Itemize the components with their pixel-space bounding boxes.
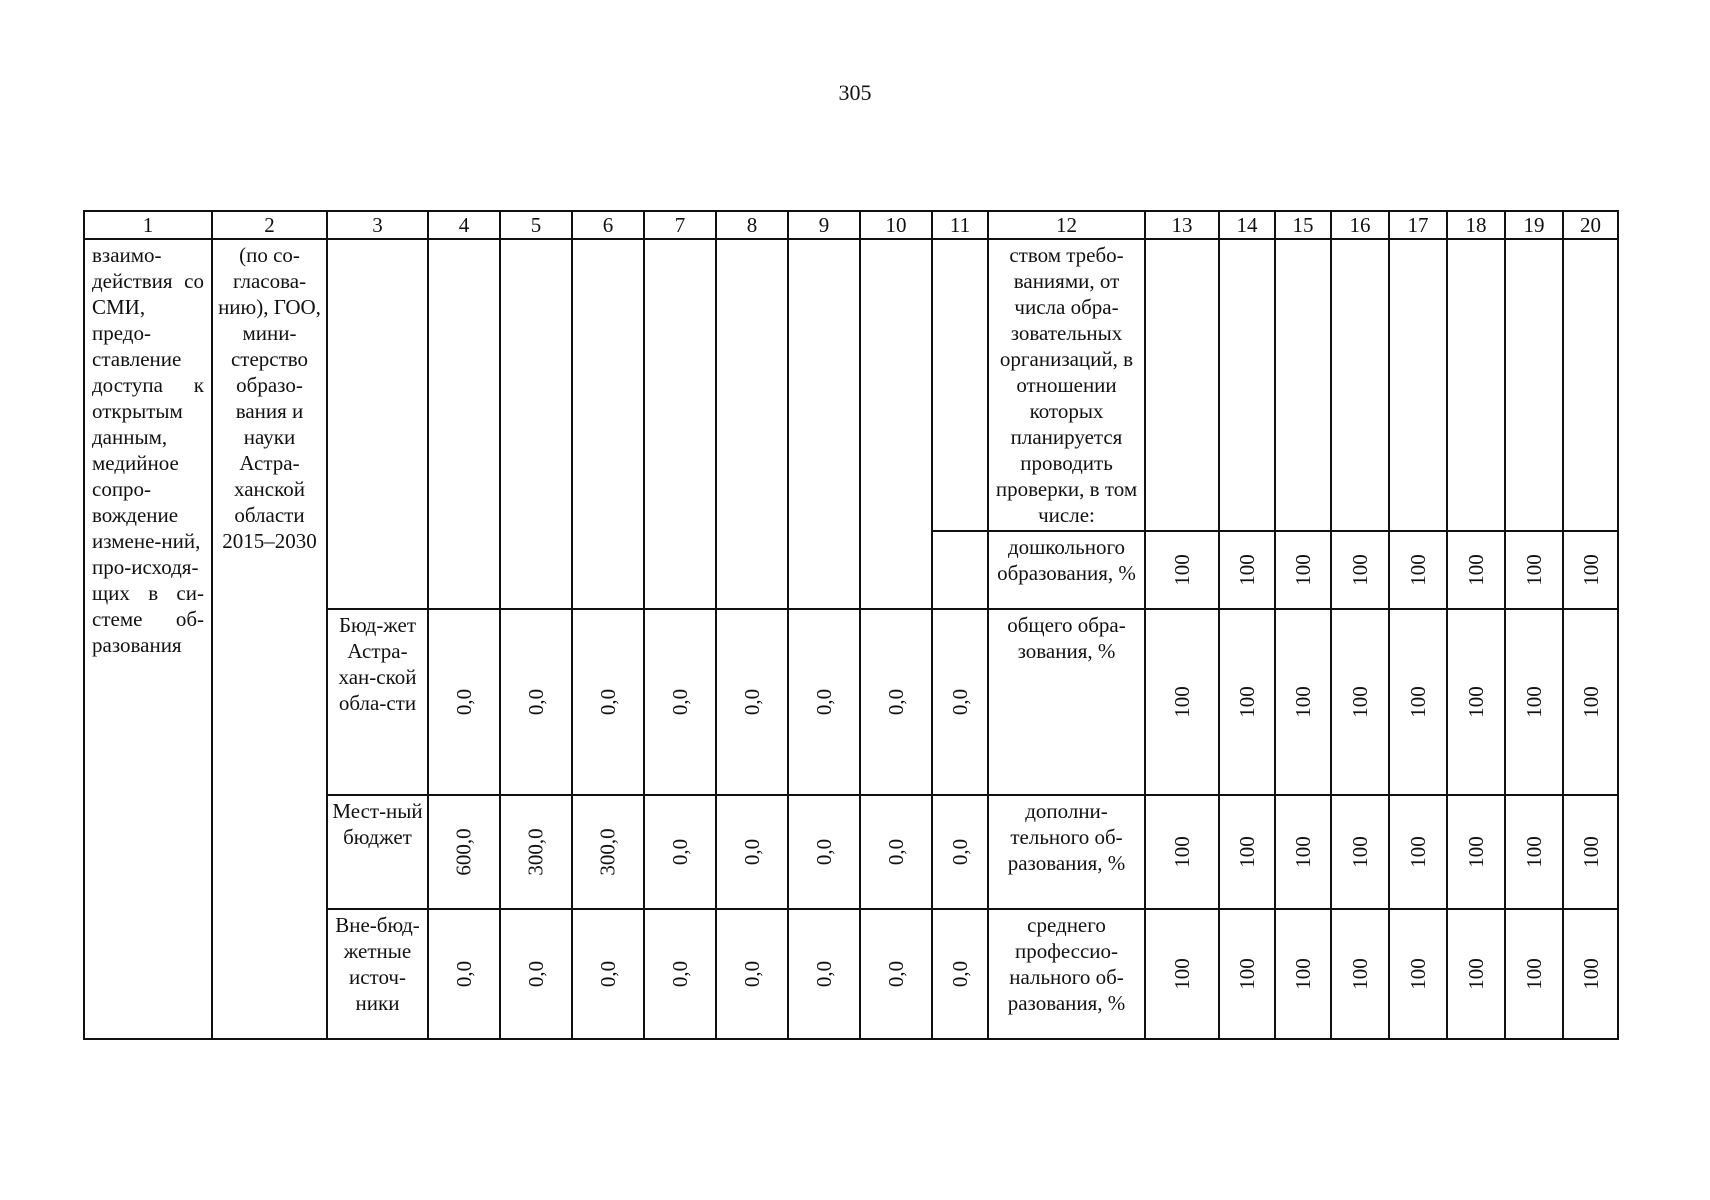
indicator-value: 100 [1406, 554, 1430, 586]
header-cell: 2 [212, 211, 327, 239]
header-cell: 16 [1331, 211, 1389, 239]
header-cell: 15 [1275, 211, 1331, 239]
indicator-value: 100 [1522, 958, 1546, 990]
indicator-label: дошкольного образования, % [988, 531, 1145, 609]
indicator-value: 100 [1522, 836, 1546, 868]
header-cell: 1 [84, 211, 212, 239]
indicator-value: 100 [1406, 958, 1430, 990]
header-cell: 9 [788, 211, 860, 239]
indicator-value: 100 [1170, 554, 1194, 586]
indicator-value: 100 [1348, 686, 1372, 718]
header-cell: 19 [1505, 211, 1563, 239]
page-number: 305 [838, 80, 872, 105]
funding-value: 0,0 [668, 838, 692, 866]
header-cell: 5 [500, 211, 572, 239]
empty-cell [1275, 239, 1331, 531]
empty-cell [428, 239, 500, 609]
funding-value: 0,0 [812, 838, 836, 866]
funding-value: 0,0 [668, 960, 692, 988]
empty-cell [644, 239, 716, 609]
header-cell: 20 [1563, 211, 1618, 239]
indicator-label: общего обра-зования, % [988, 609, 1145, 795]
empty-cell [500, 239, 572, 609]
indicator-value: 100 [1464, 958, 1488, 990]
empty-cell [1331, 239, 1389, 531]
funding-source: Мест-ный бюджет [327, 795, 428, 909]
funding-value: 0,0 [668, 688, 692, 716]
funding-value: 0,0 [452, 688, 476, 716]
executor-period: (по со-гласова-нию), ГОО, мини-стерство образо-вания и науки Астра-ханской области 2015–2030 [212, 239, 327, 1039]
indicator-value: 100 [1406, 686, 1430, 718]
indicator-intro: ством требо-ваниями, от числа обра-зовательных организаций, в отношении которых планируется проводить проверки, в том числе: [988, 239, 1145, 531]
indicator-value: 100 [1235, 686, 1259, 718]
funding-value: 0,0 [740, 838, 764, 866]
indicator-value: 100 [1578, 958, 1603, 990]
header-cell: 14 [1219, 211, 1275, 239]
header-cell: 7 [644, 211, 716, 239]
funding-source: Вне-бюд-жетные источ-ники [327, 909, 428, 1039]
funding-value: 0,0 [884, 960, 908, 988]
empty-cell [788, 239, 860, 609]
empty-cell [932, 531, 988, 609]
funding-value: 0,0 [740, 960, 764, 988]
header-cell: 3 [327, 211, 428, 239]
indicator-value: 100 [1170, 958, 1194, 990]
funding-value: 300,0 [524, 828, 548, 876]
indicator-value: 100 [1348, 958, 1372, 990]
empty-cell [572, 239, 644, 609]
funding-value: 0,0 [596, 960, 620, 988]
indicator-value: 100 [1291, 836, 1315, 868]
indicator-value: 100 [1291, 958, 1315, 990]
indicator-value: 100 [1170, 686, 1194, 718]
header-cell: 11 [932, 211, 988, 239]
indicator-value: 100 [1291, 686, 1315, 718]
indicator-value: 100 [1348, 836, 1372, 868]
indicator-value: 100 [1235, 958, 1259, 990]
program-table [83, 210, 1619, 1040]
funding-value: 0,0 [884, 838, 908, 866]
header-cell: 12 [988, 211, 1145, 239]
header-cell: 17 [1389, 211, 1447, 239]
indicator-value: 100 [1578, 554, 1603, 586]
funding-value: 0,0 [812, 960, 836, 988]
indicator-label: дополни-тельного об-разования, % [988, 795, 1145, 909]
empty-cell [932, 239, 988, 531]
funding-value: 0,0 [740, 688, 764, 716]
funding-value: 0,0 [596, 688, 620, 716]
header-cell: 4 [428, 211, 500, 239]
indicator-value: 100 [1578, 836, 1603, 868]
indicator-value: 100 [1170, 836, 1194, 868]
indicator-value: 100 [1235, 554, 1259, 586]
funding-source: Бюд-жет Астра-хан-ской обла-сти [327, 609, 428, 795]
empty-cell [1389, 239, 1447, 531]
indicator-value: 100 [1348, 554, 1372, 586]
empty-cell [1219, 239, 1275, 531]
funding-value: 0,0 [948, 838, 972, 866]
empty-cell [860, 239, 932, 609]
header-cell: 10 [860, 211, 932, 239]
header-row [84, 211, 1618, 239]
funding-value: 0,0 [524, 960, 548, 988]
indicator-value: 100 [1291, 554, 1315, 586]
header-cell: 13 [1145, 211, 1219, 239]
measure-description: взаимо-действия со СМИ, предо-ставление доступа к открытым данным, медийное сопро-вождение измене-ний, про-исходя-щих в си-стеме об-разования [84, 239, 212, 1039]
funding-value: 0,0 [452, 960, 476, 988]
funding-value: 0,0 [884, 688, 908, 716]
empty-cell [1447, 239, 1505, 531]
indicator-value: 100 [1522, 686, 1546, 718]
indicator-value: 100 [1464, 554, 1488, 586]
empty-cell [1505, 239, 1563, 531]
funding-value: 0,0 [524, 688, 548, 716]
header-cell: 18 [1447, 211, 1505, 239]
header-cell: 6 [572, 211, 644, 239]
indicator-value: 100 [1464, 836, 1488, 868]
funding-value: 600,0 [452, 828, 476, 876]
funding-value: 0,0 [948, 688, 972, 716]
empty-cell [716, 239, 788, 609]
funding-value: 300,0 [596, 828, 620, 876]
header-cell: 8 [716, 211, 788, 239]
indicator-label: среднего профессио-нального об-разования, % [988, 909, 1145, 1039]
table-row [84, 239, 1618, 531]
indicator-value: 100 [1235, 836, 1259, 868]
empty-cell [1145, 239, 1219, 531]
indicator-value: 100 [1464, 686, 1488, 718]
indicator-value: 100 [1578, 686, 1603, 718]
empty-cell [1563, 239, 1618, 531]
indicator-value: 100 [1406, 836, 1430, 868]
funding-value: 0,0 [812, 688, 836, 716]
empty-cell [327, 239, 428, 609]
indicator-value: 100 [1522, 554, 1546, 586]
funding-value: 0,0 [948, 960, 972, 988]
